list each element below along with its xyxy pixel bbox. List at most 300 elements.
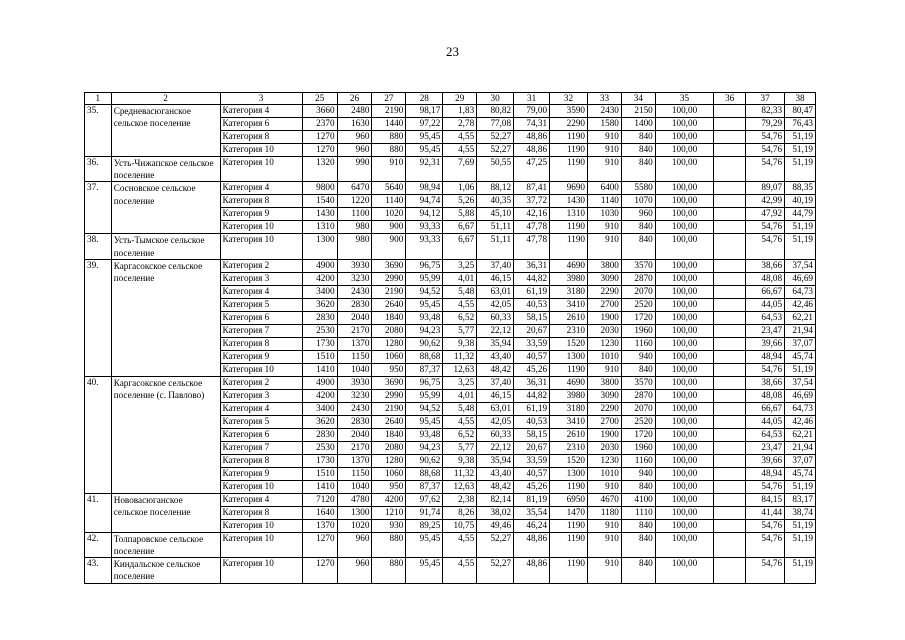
value-cell: 37,72 xyxy=(514,195,550,208)
value-cell: 1960 xyxy=(621,324,655,337)
value-cell: 1010 xyxy=(588,350,622,363)
table-row xyxy=(85,105,816,118)
value-cell: 23,47 xyxy=(746,324,785,337)
value-cell: 97,22 xyxy=(406,118,443,131)
value-cell: 3800 xyxy=(588,376,622,389)
value-cell: 2290 xyxy=(588,285,622,298)
header-cell: 30 xyxy=(477,93,514,105)
category-cell: Категория 8 xyxy=(220,131,302,144)
value-cell: 4690 xyxy=(550,259,588,272)
value-cell: 2870 xyxy=(621,389,655,402)
value-cell: 4,55 xyxy=(443,144,477,157)
value-cell: 5,77 xyxy=(443,441,477,454)
value-cell: 100,00 xyxy=(655,480,714,493)
value-cell: 42,99 xyxy=(746,195,785,208)
value-cell: 80,47 xyxy=(785,105,816,118)
value-cell: 81,19 xyxy=(514,493,550,506)
value-cell: 47,25 xyxy=(514,157,550,182)
value-cell: 100,00 xyxy=(655,389,714,402)
header-cell: 26 xyxy=(337,93,372,105)
value-cell: 840 xyxy=(621,480,655,493)
value-cell: 3570 xyxy=(621,376,655,389)
value-cell: 45,74 xyxy=(785,467,816,480)
value-cell: 1140 xyxy=(372,195,406,208)
value-cell: 910 xyxy=(588,558,622,583)
value-cell: 1060 xyxy=(372,350,406,363)
value-cell: 44,05 xyxy=(746,298,785,311)
value-cell: 3180 xyxy=(550,402,588,415)
value-cell: 3690 xyxy=(372,376,406,389)
category-cell: Категория 9 xyxy=(220,350,302,363)
value-cell: 2080 xyxy=(372,324,406,337)
value-cell: 1160 xyxy=(621,454,655,467)
value-cell: 93,48 xyxy=(406,428,443,441)
value-cell: 20,67 xyxy=(514,324,550,337)
value-cell: 5580 xyxy=(621,182,655,195)
value-cell: 62,21 xyxy=(785,311,816,324)
value-cell: 3930 xyxy=(337,259,372,272)
value-cell: 66,67 xyxy=(746,285,785,298)
header-cell: 31 xyxy=(514,93,550,105)
value-cell: 2170 xyxy=(337,324,372,337)
value-cell: 22,12 xyxy=(477,324,514,337)
value-cell: 38,66 xyxy=(746,376,785,389)
table-row xyxy=(85,558,816,583)
value-cell: 58,15 xyxy=(514,311,550,324)
value-cell: 1270 xyxy=(302,532,337,557)
value-cell: 3980 xyxy=(550,272,588,285)
category-cell: Категория 10 xyxy=(220,363,302,376)
value-cell: 1520 xyxy=(550,454,588,467)
value-cell: 41,44 xyxy=(746,506,785,519)
row-number: 36. xyxy=(85,157,112,182)
value-cell: 2990 xyxy=(372,272,406,285)
value-cell: 2640 xyxy=(372,298,406,311)
table-row xyxy=(85,376,816,389)
value-cell: 910 xyxy=(588,532,622,557)
header-cell: 25 xyxy=(302,93,337,105)
value-cell: 48,94 xyxy=(746,350,785,363)
value-cell: 2290 xyxy=(550,118,588,131)
value-cell: 10,75 xyxy=(443,519,477,532)
value-cell: 3690 xyxy=(372,259,406,272)
value-cell: 52,27 xyxy=(477,532,514,557)
value-cell: 46,15 xyxy=(477,272,514,285)
value-cell: 48,86 xyxy=(514,144,550,157)
value-cell: 910 xyxy=(588,221,622,234)
header-cell: 37 xyxy=(746,93,785,105)
category-cell: Категория 3 xyxy=(220,272,302,285)
settlement-name: Каргасокское сельское поселение (с. Павлово) xyxy=(111,376,220,493)
category-cell: Категория 3 xyxy=(220,389,302,402)
value-cell: 2,38 xyxy=(443,493,477,506)
category-cell: Категория 5 xyxy=(220,298,302,311)
value-cell: 42,46 xyxy=(785,298,816,311)
value-cell: 63,01 xyxy=(477,285,514,298)
value-cell: 940 xyxy=(621,467,655,480)
value-cell: 48,08 xyxy=(746,389,785,402)
value-cell: 9690 xyxy=(550,182,588,195)
value-cell: 2190 xyxy=(372,402,406,415)
value-cell: 2830 xyxy=(302,428,337,441)
value-cell: 5,48 xyxy=(443,285,477,298)
value-cell: 80,82 xyxy=(477,105,514,118)
value-cell: 1210 xyxy=(372,506,406,519)
value-cell: 94,52 xyxy=(406,285,443,298)
category-cell: Категория 7 xyxy=(220,441,302,454)
value-cell: 2520 xyxy=(621,298,655,311)
value-cell: 2080 xyxy=(372,441,406,454)
value-cell: 1010 xyxy=(588,467,622,480)
value-cell: 46,24 xyxy=(514,519,550,532)
value-cell: 9800 xyxy=(302,182,337,195)
category-cell: Категория 2 xyxy=(220,259,302,272)
value-cell: 100,00 xyxy=(655,428,714,441)
value-cell: 1410 xyxy=(302,363,337,376)
value-cell: 100,00 xyxy=(655,467,714,480)
value-cell: 910 xyxy=(588,519,622,532)
value-cell: 100,00 xyxy=(655,441,714,454)
value-cell: 1580 xyxy=(588,118,622,131)
value-cell: 1730 xyxy=(302,337,337,350)
value-cell: 5,26 xyxy=(443,195,477,208)
value-cell: 1180 xyxy=(588,506,622,519)
value-cell: 3180 xyxy=(550,285,588,298)
value-cell: 840 xyxy=(621,131,655,144)
value-cell: 3980 xyxy=(550,389,588,402)
value-cell: 1020 xyxy=(372,208,406,221)
value-cell: 1440 xyxy=(372,118,406,131)
value-cell: 47,78 xyxy=(514,221,550,234)
category-cell: Категория 4 xyxy=(220,402,302,415)
value-cell: 2700 xyxy=(588,298,622,311)
row-number: 37. xyxy=(85,182,112,234)
value-cell: 4200 xyxy=(302,389,337,402)
value-cell: 54,76 xyxy=(746,519,785,532)
value-cell: 46,69 xyxy=(785,272,816,285)
value-cell: 100,00 xyxy=(655,506,714,519)
value-cell: 910 xyxy=(588,480,622,493)
value-cell xyxy=(714,493,746,506)
value-cell: 37,40 xyxy=(477,376,514,389)
value-cell: 2480 xyxy=(337,105,372,118)
value-cell: 1510 xyxy=(302,467,337,480)
value-cell xyxy=(714,506,746,519)
value-cell: 4900 xyxy=(302,376,337,389)
value-cell: 2530 xyxy=(302,324,337,337)
value-cell: 910 xyxy=(372,157,406,182)
category-cell: Категория 8 xyxy=(220,337,302,350)
value-cell: 100,00 xyxy=(655,118,714,131)
value-cell: 48,42 xyxy=(477,480,514,493)
value-cell: 1300 xyxy=(550,350,588,363)
value-cell: 39,66 xyxy=(746,454,785,467)
value-cell: 21,94 xyxy=(785,324,816,337)
value-cell: 6470 xyxy=(337,182,372,195)
value-cell: 990 xyxy=(337,157,372,182)
value-cell: 40,53 xyxy=(514,298,550,311)
value-cell: 95,45 xyxy=(406,298,443,311)
value-cell: 100,00 xyxy=(655,519,714,532)
value-cell: 1520 xyxy=(550,337,588,350)
value-cell: 100,00 xyxy=(655,182,714,195)
value-cell: 2430 xyxy=(588,105,622,118)
category-cell: Категория 10 xyxy=(220,519,302,532)
category-cell: Категория 10 xyxy=(220,532,302,557)
value-cell: 64,53 xyxy=(746,428,785,441)
value-cell: 40,57 xyxy=(514,467,550,480)
value-cell xyxy=(714,454,746,467)
value-cell: 2170 xyxy=(337,441,372,454)
row-number: 40. xyxy=(85,376,112,493)
value-cell: 100,00 xyxy=(655,350,714,363)
value-cell: 79,29 xyxy=(746,118,785,131)
value-cell: 94,23 xyxy=(406,324,443,337)
value-cell: 1150 xyxy=(337,350,372,363)
value-cell: 74,31 xyxy=(514,118,550,131)
value-cell: 6,67 xyxy=(443,234,477,259)
value-cell: 1280 xyxy=(372,337,406,350)
header-cell: 28 xyxy=(406,93,443,105)
value-cell: 82,14 xyxy=(477,493,514,506)
value-cell xyxy=(714,157,746,182)
value-cell: 100,00 xyxy=(655,195,714,208)
settlement-name: Киндальское сельское поселение xyxy=(111,558,220,583)
value-cell: 910 xyxy=(588,131,622,144)
value-cell: 93,33 xyxy=(406,234,443,259)
value-cell: 840 xyxy=(621,519,655,532)
header-cell: 3 xyxy=(220,93,302,105)
settlement-name: Нововасюганское сельское поселение xyxy=(111,493,220,532)
value-cell xyxy=(714,467,746,480)
value-cell: 100,00 xyxy=(655,144,714,157)
value-cell: 76,43 xyxy=(785,118,816,131)
value-cell: 100,00 xyxy=(655,221,714,234)
value-cell: 100,00 xyxy=(655,532,714,557)
value-cell: 94,23 xyxy=(406,441,443,454)
value-cell: 950 xyxy=(372,480,406,493)
value-cell: 6,52 xyxy=(443,428,477,441)
value-cell: 40,35 xyxy=(477,195,514,208)
header-cell: 33 xyxy=(588,93,622,105)
value-cell: 1190 xyxy=(550,363,588,376)
value-cell: 88,68 xyxy=(406,467,443,480)
value-cell: 51,19 xyxy=(785,221,816,234)
value-cell: 51,19 xyxy=(785,157,816,182)
value-cell: 880 xyxy=(372,532,406,557)
value-cell: 1410 xyxy=(302,480,337,493)
value-cell: 950 xyxy=(372,363,406,376)
value-cell: 35,54 xyxy=(514,506,550,519)
value-cell: 1430 xyxy=(550,195,588,208)
value-cell: 87,37 xyxy=(406,363,443,376)
value-cell: 3400 xyxy=(302,402,337,415)
value-cell: 1470 xyxy=(550,506,588,519)
value-cell: 1040 xyxy=(337,480,372,493)
value-cell: 82,33 xyxy=(746,105,785,118)
header-cell: 38 xyxy=(785,93,816,105)
value-cell: 54,76 xyxy=(746,480,785,493)
value-cell xyxy=(714,532,746,557)
value-cell: 3570 xyxy=(621,259,655,272)
value-cell xyxy=(714,105,746,118)
value-cell: 11,32 xyxy=(443,350,477,363)
value-cell: 2310 xyxy=(550,324,588,337)
value-cell: 4,01 xyxy=(443,272,477,285)
value-cell: 98,17 xyxy=(406,105,443,118)
value-cell: 2,78 xyxy=(443,118,477,131)
category-cell: Категория 8 xyxy=(220,454,302,467)
value-cell: 52,27 xyxy=(477,131,514,144)
value-cell: 7,69 xyxy=(443,157,477,182)
value-cell: 1720 xyxy=(621,311,655,324)
value-cell: 960 xyxy=(337,131,372,144)
value-cell: 54,76 xyxy=(746,558,785,583)
value-cell: 1190 xyxy=(550,144,588,157)
row-number: 35. xyxy=(85,105,112,157)
page-number: 23 xyxy=(446,44,459,59)
row-number: 42. xyxy=(85,532,112,557)
value-cell: 1060 xyxy=(372,467,406,480)
value-cell: 42,16 xyxy=(514,208,550,221)
category-cell: Категория 8 xyxy=(220,506,302,519)
value-cell: 37,40 xyxy=(477,259,514,272)
row-number: 43. xyxy=(85,558,112,583)
value-cell: 4670 xyxy=(588,493,622,506)
value-cell: 1730 xyxy=(302,454,337,467)
value-cell: 98,94 xyxy=(406,182,443,195)
value-cell xyxy=(714,285,746,298)
value-cell: 100,00 xyxy=(655,105,714,118)
value-cell: 37,54 xyxy=(785,376,816,389)
value-cell: 3,25 xyxy=(443,376,477,389)
value-cell xyxy=(714,221,746,234)
value-cell: 3660 xyxy=(302,105,337,118)
value-cell: 100,00 xyxy=(655,337,714,350)
value-cell: 1190 xyxy=(550,532,588,557)
value-cell: 60,33 xyxy=(477,428,514,441)
row-number: 41. xyxy=(85,493,112,532)
value-cell: 1190 xyxy=(550,234,588,259)
value-cell: 43,40 xyxy=(477,467,514,480)
row-number: 39. xyxy=(85,259,112,376)
value-cell: 43,40 xyxy=(477,350,514,363)
value-cell: 1370 xyxy=(337,337,372,350)
value-cell: 52,27 xyxy=(477,558,514,583)
value-cell: 84,15 xyxy=(746,493,785,506)
value-cell: 3930 xyxy=(337,376,372,389)
value-cell: 1190 xyxy=(550,558,588,583)
value-cell: 51,11 xyxy=(477,234,514,259)
value-cell: 1300 xyxy=(302,234,337,259)
value-cell: 910 xyxy=(588,157,622,182)
header-cell: 2 xyxy=(111,93,220,105)
value-cell xyxy=(714,144,746,157)
value-cell: 1840 xyxy=(372,311,406,324)
value-cell: 100,00 xyxy=(655,363,714,376)
category-cell: Категория 9 xyxy=(220,467,302,480)
value-cell xyxy=(714,311,746,324)
value-cell: 54,76 xyxy=(746,131,785,144)
value-cell: 61,19 xyxy=(514,402,550,415)
value-cell: 87,41 xyxy=(514,182,550,195)
value-cell: 2430 xyxy=(337,402,372,415)
value-cell: 92,31 xyxy=(406,157,443,182)
category-cell: Категория 8 xyxy=(220,195,302,208)
value-cell: 36,31 xyxy=(514,259,550,272)
value-cell: 4,55 xyxy=(443,298,477,311)
value-cell: 910 xyxy=(588,363,622,376)
value-cell: 6400 xyxy=(588,182,622,195)
value-cell: 50,55 xyxy=(477,157,514,182)
settlement-name: Сосновское сельское поселение xyxy=(111,182,220,234)
value-cell: 8,26 xyxy=(443,506,477,519)
value-cell: 2070 xyxy=(621,402,655,415)
value-cell: 1230 xyxy=(588,454,622,467)
value-cell xyxy=(714,259,746,272)
value-cell: 4690 xyxy=(550,376,588,389)
value-cell: 2610 xyxy=(550,311,588,324)
value-cell: 960 xyxy=(337,558,372,583)
value-cell: 2520 xyxy=(621,415,655,428)
value-cell: 100,00 xyxy=(655,311,714,324)
header-row xyxy=(85,93,816,105)
value-cell xyxy=(714,480,746,493)
value-cell: 100,00 xyxy=(655,402,714,415)
value-cell: 95,99 xyxy=(406,389,443,402)
value-cell: 95,99 xyxy=(406,272,443,285)
table-row xyxy=(85,182,816,195)
value-cell: 900 xyxy=(372,221,406,234)
value-cell: 6950 xyxy=(550,493,588,506)
settlement-name: Толпаровское сельское поселение xyxy=(111,532,220,557)
value-cell: 1110 xyxy=(621,506,655,519)
value-cell: 3090 xyxy=(588,389,622,402)
value-cell: 1230 xyxy=(588,337,622,350)
value-cell: 64,73 xyxy=(785,285,816,298)
value-cell: 3410 xyxy=(550,298,588,311)
value-cell: 95,45 xyxy=(406,415,443,428)
category-cell: Категория 10 xyxy=(220,558,302,583)
value-cell: 1960 xyxy=(621,441,655,454)
value-cell: 4100 xyxy=(621,493,655,506)
header-cell: 32 xyxy=(550,93,588,105)
value-cell: 900 xyxy=(372,234,406,259)
value-cell: 1020 xyxy=(337,519,372,532)
value-cell: 54,76 xyxy=(746,363,785,376)
value-cell: 97,62 xyxy=(406,493,443,506)
value-cell: 20,67 xyxy=(514,441,550,454)
table-row xyxy=(85,532,816,557)
value-cell: 2990 xyxy=(372,389,406,402)
value-cell: 7120 xyxy=(302,493,337,506)
table-row xyxy=(85,259,816,272)
value-cell: 100,00 xyxy=(655,298,714,311)
category-cell: Категория 10 xyxy=(220,144,302,157)
value-cell: 37,07 xyxy=(785,337,816,350)
value-cell: 38,02 xyxy=(477,506,514,519)
value-cell: 48,94 xyxy=(746,467,785,480)
value-cell: 1300 xyxy=(550,467,588,480)
value-cell: 100,00 xyxy=(655,454,714,467)
value-cell: 79,00 xyxy=(514,105,550,118)
value-cell: 4,55 xyxy=(443,558,477,583)
value-cell: 960 xyxy=(621,208,655,221)
value-cell: 36,31 xyxy=(514,376,550,389)
value-cell: 1630 xyxy=(337,118,372,131)
row-number: 38. xyxy=(85,234,112,259)
settlement-name: Усть-Тымское сельское поселение xyxy=(111,234,220,259)
